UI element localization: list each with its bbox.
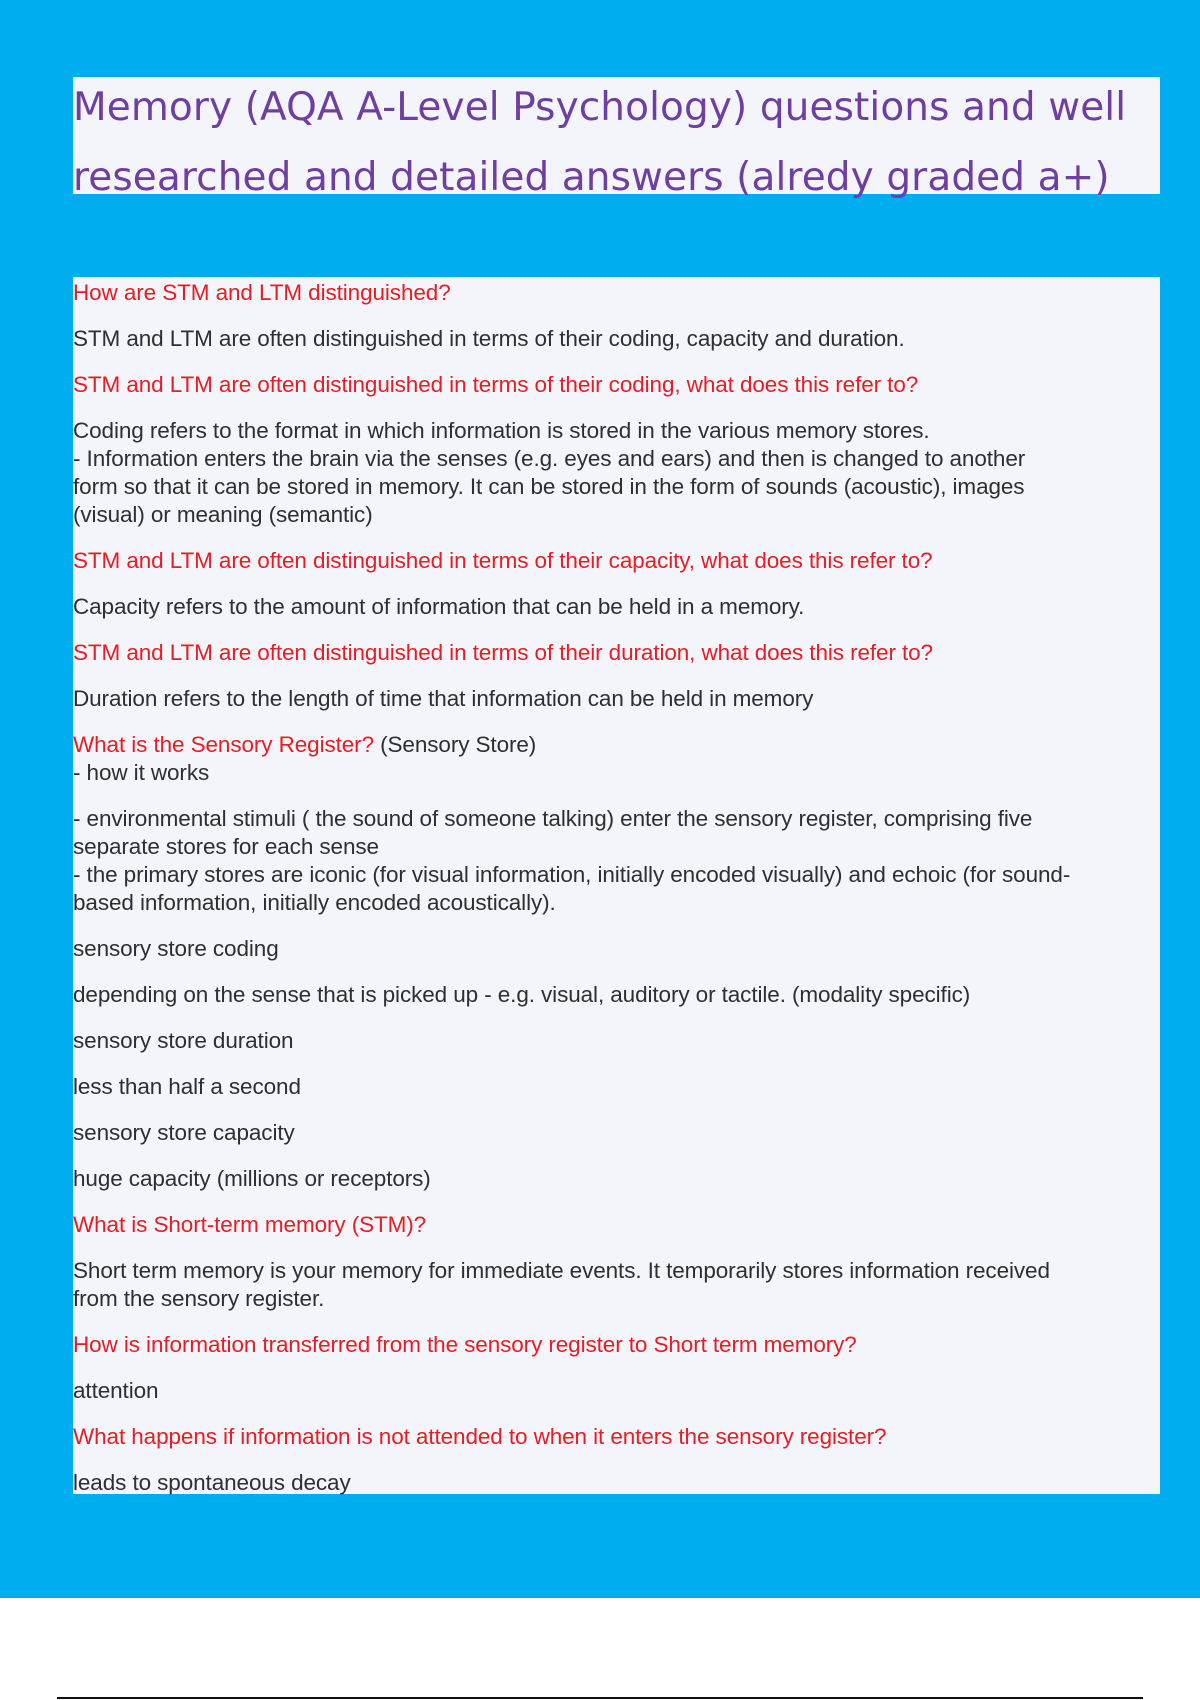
definition-sensory-store-capacity: huge capacity (millions or receptors): [73, 1166, 431, 1191]
question-stm-ltm-distinguished: How are STM and LTM distinguished?: [73, 280, 451, 305]
answer-sensory-register: - environmental stimuli ( the sound of someone talking) enter the sensory register, comprising five separate stores for each sense - the primary stores are iconic (for visual information, initially encoded visually) and echoic (for sound- based information, initially encoded acoustically).: [73, 806, 1071, 915]
answer-transfer-to-stm: attention: [73, 1378, 159, 1403]
answer-capacity: Capacity refers to the amount of information that can be held in a memory.: [73, 594, 805, 619]
answer-stm: Short term memory is your memory for immediate events. It temporarily stores information received from the sensory register.: [73, 1258, 1050, 1311]
definition-sensory-store-coding: depending on the sense that is picked up - e.g. visual, auditory or tactile. (modality specific): [73, 982, 971, 1007]
question-not-attended: What happens if information is not attended to when it enters the sensory register?: [73, 1424, 887, 1449]
title-panel: [73, 77, 1160, 200]
question-sensory-register: [73, 731, 1160, 787]
document-title-line-1: Memory (AQA A-Level Psychology) questions and well: [73, 85, 1127, 130]
answer-duration: Duration refers to the length of time that information can be held in memory: [73, 686, 814, 711]
question-stm: What is Short-term memory (STM)?: [73, 1212, 427, 1237]
document-title-line-2: researched and detailed answers (alredy graded a+): [73, 155, 1110, 200]
question-capacity: STM and LTM are often distinguished in terms of their capacity, what does this refer to?: [73, 548, 933, 573]
question-sensory-register-red: What is the Sensory Register?: [73, 732, 374, 757]
question-coding: STM and LTM are often distinguished in terms of their coding, what does this refer to?: [73, 372, 919, 397]
qa-content-panel: [73, 277, 1160, 1494]
question-transfer-to-stm: How is information transferred from the sensory register to Short term memory?: [73, 1332, 857, 1357]
term-sensory-store-coding: sensory store coding: [73, 936, 279, 961]
question-sensory-register-plain: (Sensory Store) - how it works: [73, 732, 537, 785]
answer-stm-ltm-distinguished: STM and LTM are often distinguished in terms of their coding, capacity and duration.: [73, 326, 905, 351]
footer-divider: [57, 1697, 1143, 1699]
definition-sensory-store-duration: less than half a second: [73, 1074, 301, 1099]
answer-coding: Coding refers to the format in which information is stored in the various memory stores. - Information enters the brain via the senses (e.g. eyes and ears) and then is changed to another form so that it can be stored in memory. It can be stored in the form of sounds (acoustic), images (visual) or meaning (semantic): [73, 418, 1026, 527]
question-duration: STM and LTM are often distinguished in terms of their duration, what does this refer to?: [73, 640, 933, 665]
answer-not-attended: leads to spontaneous decay: [73, 1470, 351, 1495]
term-sensory-store-capacity: sensory store capacity: [73, 1120, 295, 1145]
term-sensory-store-duration: sensory store duration: [73, 1028, 294, 1053]
